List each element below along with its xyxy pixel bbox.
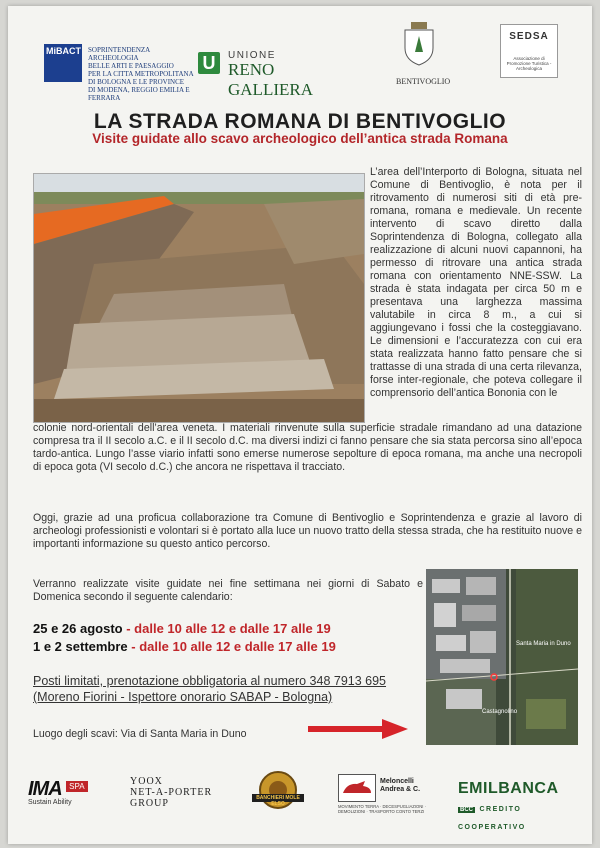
excavation-location: Luogo degli scavi: Via di Santa Maria in Duno [33, 728, 247, 740]
reno-galliera-label: RENO GALLIERA [228, 60, 313, 99]
emilbanca-logo [458, 780, 588, 834]
mibac-line-1: SOPRINTENDENZA [88, 46, 151, 54]
meloncelli-sub: MOVIMENTO TERRA · DECESPUGLIAZIONI · DEMOLIZIONI · TRASPORTO CONTO TERZI [338, 804, 427, 814]
ima-sub: Sustain Ability [28, 799, 72, 806]
poster [8, 6, 592, 844]
collaboration-paragraph: Oggi, grazie ad una proficua collaborazione tra Comune di Bentivoglio e Soprintendenza e grazie al lavoro di archeologi professionisti e volontari si è portato alla luce un nuovo tratto della stessa strada, che ha restituito nuove e importanti informazione su questo antico percorso. [33, 512, 582, 550]
intro-paragraph-continued: colonie nord-orientali dell’area veneta. I materiali rinvenute sulla superficie stradale rimandano ad una datazione compresa tra il II secolo a.C. e il II secolo d.C. ma diversi indizi ci fanno pensare che sia stata percorsa sino all’epoca tardo-antica. Lungo l’asse viario infatti sono emerse numerose sepolture di epoca romana, ma anche una necropoli di epoca gota (VI secolo d.C.) che ancora ne rispettava il tracciato. [33, 422, 582, 473]
arrow-right-icon [308, 719, 408, 739]
mibac-mark: MiBACT [46, 46, 81, 56]
site-map [426, 569, 578, 745]
date-day: 1 e 2 settembre [33, 639, 128, 654]
date-hours: dalle 10 alle 12 e dalle 17 alle 19 [134, 621, 331, 636]
emilbanca-name: EMILBANCA [458, 780, 559, 797]
ima-mark: IMA [28, 778, 62, 800]
intro-paragraph: L’area dell’Interporto di Bologna, situata nel Comune di Bentivoglio, è nota per il ritrovamento di numerosi siti di età pre-romana, romana e medievale. Un recente intervento di scavo diretto dalla Soprintendenza di Bologna, collegato alla realizzazione di alcuni nuovi capannoni, ha permesso di ritrovare una antica strada romana con orientamento NNE-SSW. La strada è stata indagata per circa 50 m e presentava una larghezza massima valutabile in circa 8 m., a cui si aggiungevano i fossi che la costeggiavano. Le dimensioni e l’accuratezza con cui era stata realizzata hanno fatto pensare che si trattasse di una strada di una certa rilevanza, forse inter-regionale, che poteva collegare il comprensorio dell’antica Bononia con le [370, 166, 582, 399]
crest-icon [402, 22, 436, 66]
date-row [33, 638, 336, 656]
date-day: 25 e 26 agosto [33, 621, 123, 636]
meloncelli-line-2: Andrea & C. [380, 786, 421, 793]
yoox-logo [130, 776, 212, 809]
booking-contact: (Moreno Fiorini - Ispettore onorario SABAP - Bologna) [33, 690, 333, 704]
assoc-text: Associazione di Promozione Turistica - Archeologica [506, 56, 552, 71]
yoox-line-2: NET-A-PORTER [130, 787, 213, 798]
mibac-line-3: BELLE ARTI E PAESAGGIO [88, 62, 174, 70]
bentivoglio-label: BENTIVOGLIO [396, 77, 451, 86]
ima-logo [28, 778, 88, 806]
date-row [33, 620, 336, 638]
bcc-badge: BCC [460, 807, 473, 813]
assoc-mark: SEDSA [509, 31, 549, 42]
banchieri-logo [248, 770, 308, 812]
yoox-line-1: YOOX [130, 776, 163, 787]
schedule-intro: Verranno realizzate visite guidate nei fine settimana nei giorni di Sabato e Domenica secondo il seguente calendario: [33, 578, 423, 603]
excavation-photo [33, 173, 365, 423]
page-subtitle: Visite guidate allo scavo archeologico dell’antica strada Romana [92, 131, 508, 146]
meloncelli-name [380, 778, 420, 794]
sponsor-logos [8, 770, 592, 831]
banchieri-label: BANCHIERI MOLE ELSO [256, 795, 300, 807]
emilbanca-sub: CREDITO COOPERATIVO [458, 806, 526, 831]
soprintendenza-text [88, 46, 208, 102]
bentivoglio-logo [396, 22, 451, 92]
mibac-line-6: DI MODENA, REGGIO EMILIA E FERRARA [88, 86, 190, 102]
map-label-castagnolino: Castagnolino [482, 709, 518, 715]
ima-badge: SPA [66, 781, 87, 792]
unione-reno-galliera-logo [198, 50, 358, 99]
u-icon: U [198, 52, 220, 74]
map-label-santa-maria: Santa Maria in Duno [516, 641, 571, 647]
page-title: LA STRADA ROMANA DI BENTIVOGLIO [93, 110, 507, 133]
date-hours: dalle 10 alle 12 e dalle 17 alle 19 [139, 639, 336, 654]
mibac-line-2: ARCHEOLOGIA [88, 54, 139, 62]
date-sep: - [122, 621, 135, 636]
mibac-line-4: PER LA CITTA METROPOLITANA [88, 70, 194, 78]
rhino-icon [338, 774, 376, 802]
date-sep: - [127, 639, 140, 654]
booking-phone: Posti limitati, prenotazione obbligatoria al numero 348 7913 695 [33, 674, 387, 688]
mibac-logo [44, 44, 82, 82]
meloncelli-logo [338, 774, 442, 814]
mibac-line-5: DI BOLOGNA E LE PROVINCE [88, 78, 185, 86]
header-logos [8, 14, 592, 102]
association-logo [500, 24, 558, 78]
visit-dates [33, 620, 336, 656]
booking-info [33, 673, 386, 705]
meloncelli-line-1: Meloncelli [380, 778, 414, 785]
yoox-line-3: GROUP [130, 798, 169, 809]
unione-label: UNIONE [228, 50, 276, 61]
